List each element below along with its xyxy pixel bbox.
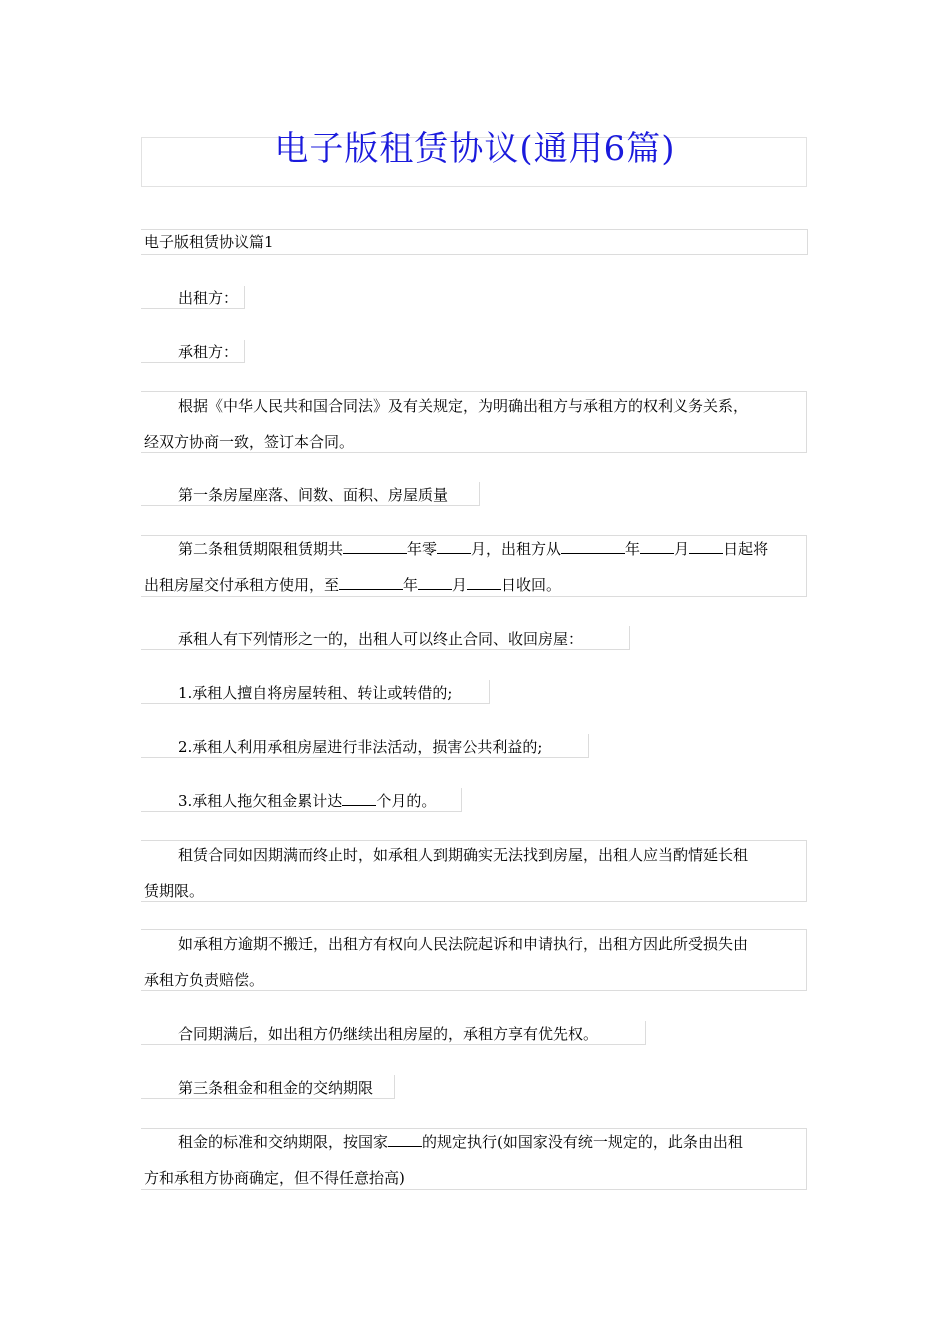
blank-arrears-months [342, 791, 376, 806]
art2-text-j: 日收回。 [501, 576, 562, 594]
art2-text-i: 月 [452, 576, 468, 594]
blank-start-month [640, 539, 674, 554]
item3-text-a: 3.承租人拖欠租金累计达 [178, 792, 343, 810]
article-1: 第一条房屋座落、间数、面积、房屋质量 [178, 486, 449, 504]
lessee-line: 承租方： [178, 343, 239, 361]
blank-years [343, 539, 407, 554]
list-item-2: 2.承租人利用承租房屋进行非法活动，损害公共利益的; [178, 738, 543, 756]
art2-text-e: 月 [674, 540, 690, 558]
art2-text-a: 第二条租赁期限租赁期共 [178, 540, 344, 558]
article-3: 第三条租金和租金的交纳期限 [178, 1079, 374, 1097]
termination-clause: 承租人有下列情形之一的，出租人可以终止合同、收回房屋： [178, 630, 584, 648]
blank-state-rule [388, 1132, 422, 1147]
overdue-line-1: 如承租方逾期不搬迁，出租方有权向人民法院起诉和申请执行，出租方因此所受损失由 [178, 935, 749, 953]
blank-end-year [339, 575, 403, 590]
blank-months [437, 539, 471, 554]
section-heading: 电子版租赁协议篇1 [144, 233, 274, 251]
art2-text-d: 年 [625, 540, 641, 558]
lessor-line: 出租方： [178, 289, 239, 307]
extend-line-1: 租赁合同如因期满而终止时，如承租人到期确实无法找到房屋，出租人应当酌情延长租 [178, 846, 749, 864]
art2-text-b: 年零 [407, 540, 438, 558]
blank-end-day [467, 575, 501, 590]
intro-line-1: 根据《中华人民共和国合同法》及有关规定，为明确出租方与承租方的权利义务关系， [178, 397, 749, 415]
rent-line-1 [144, 1132, 743, 1152]
extend-line-2: 赁期限。 [144, 882, 205, 900]
art2-text-g: 出租房屋交付承租方使用，至 [144, 576, 340, 594]
rent-line-2: 方和承租方协商确定，但不得任意抬高) [144, 1169, 405, 1187]
priority-clause: 合同期满后，如出租方仍继续出租房屋的，承租方享有优先权。 [178, 1025, 599, 1043]
article-2-line-2 [144, 575, 561, 595]
overdue-line-2: 承租方负责赔偿。 [144, 971, 265, 989]
blank-start-year [561, 539, 625, 554]
blank-start-day [689, 539, 723, 554]
item3-text-b: 个月的。 [376, 792, 437, 810]
document-title: 电子版租赁协议(通用6篇) [274, 129, 676, 169]
rent-text-a: 租金的标准和交纳期限，按国家 [178, 1133, 389, 1151]
blank-end-month [418, 575, 452, 590]
intro-line-2: 经双方协商一致，签订本合同。 [144, 433, 355, 451]
article-2-line-1 [144, 539, 768, 559]
art2-text-h: 年 [403, 576, 419, 594]
list-item-3 [144, 791, 436, 811]
list-item-1: 1.承租人擅自将房屋转租、转让或转借的; [178, 684, 453, 702]
art2-text-c: 月，出租方从 [471, 540, 562, 558]
rent-text-b: 的规定执行(如国家没有统一规定的，此条由出租 [422, 1133, 743, 1151]
art2-text-f: 日起将 [723, 540, 769, 558]
